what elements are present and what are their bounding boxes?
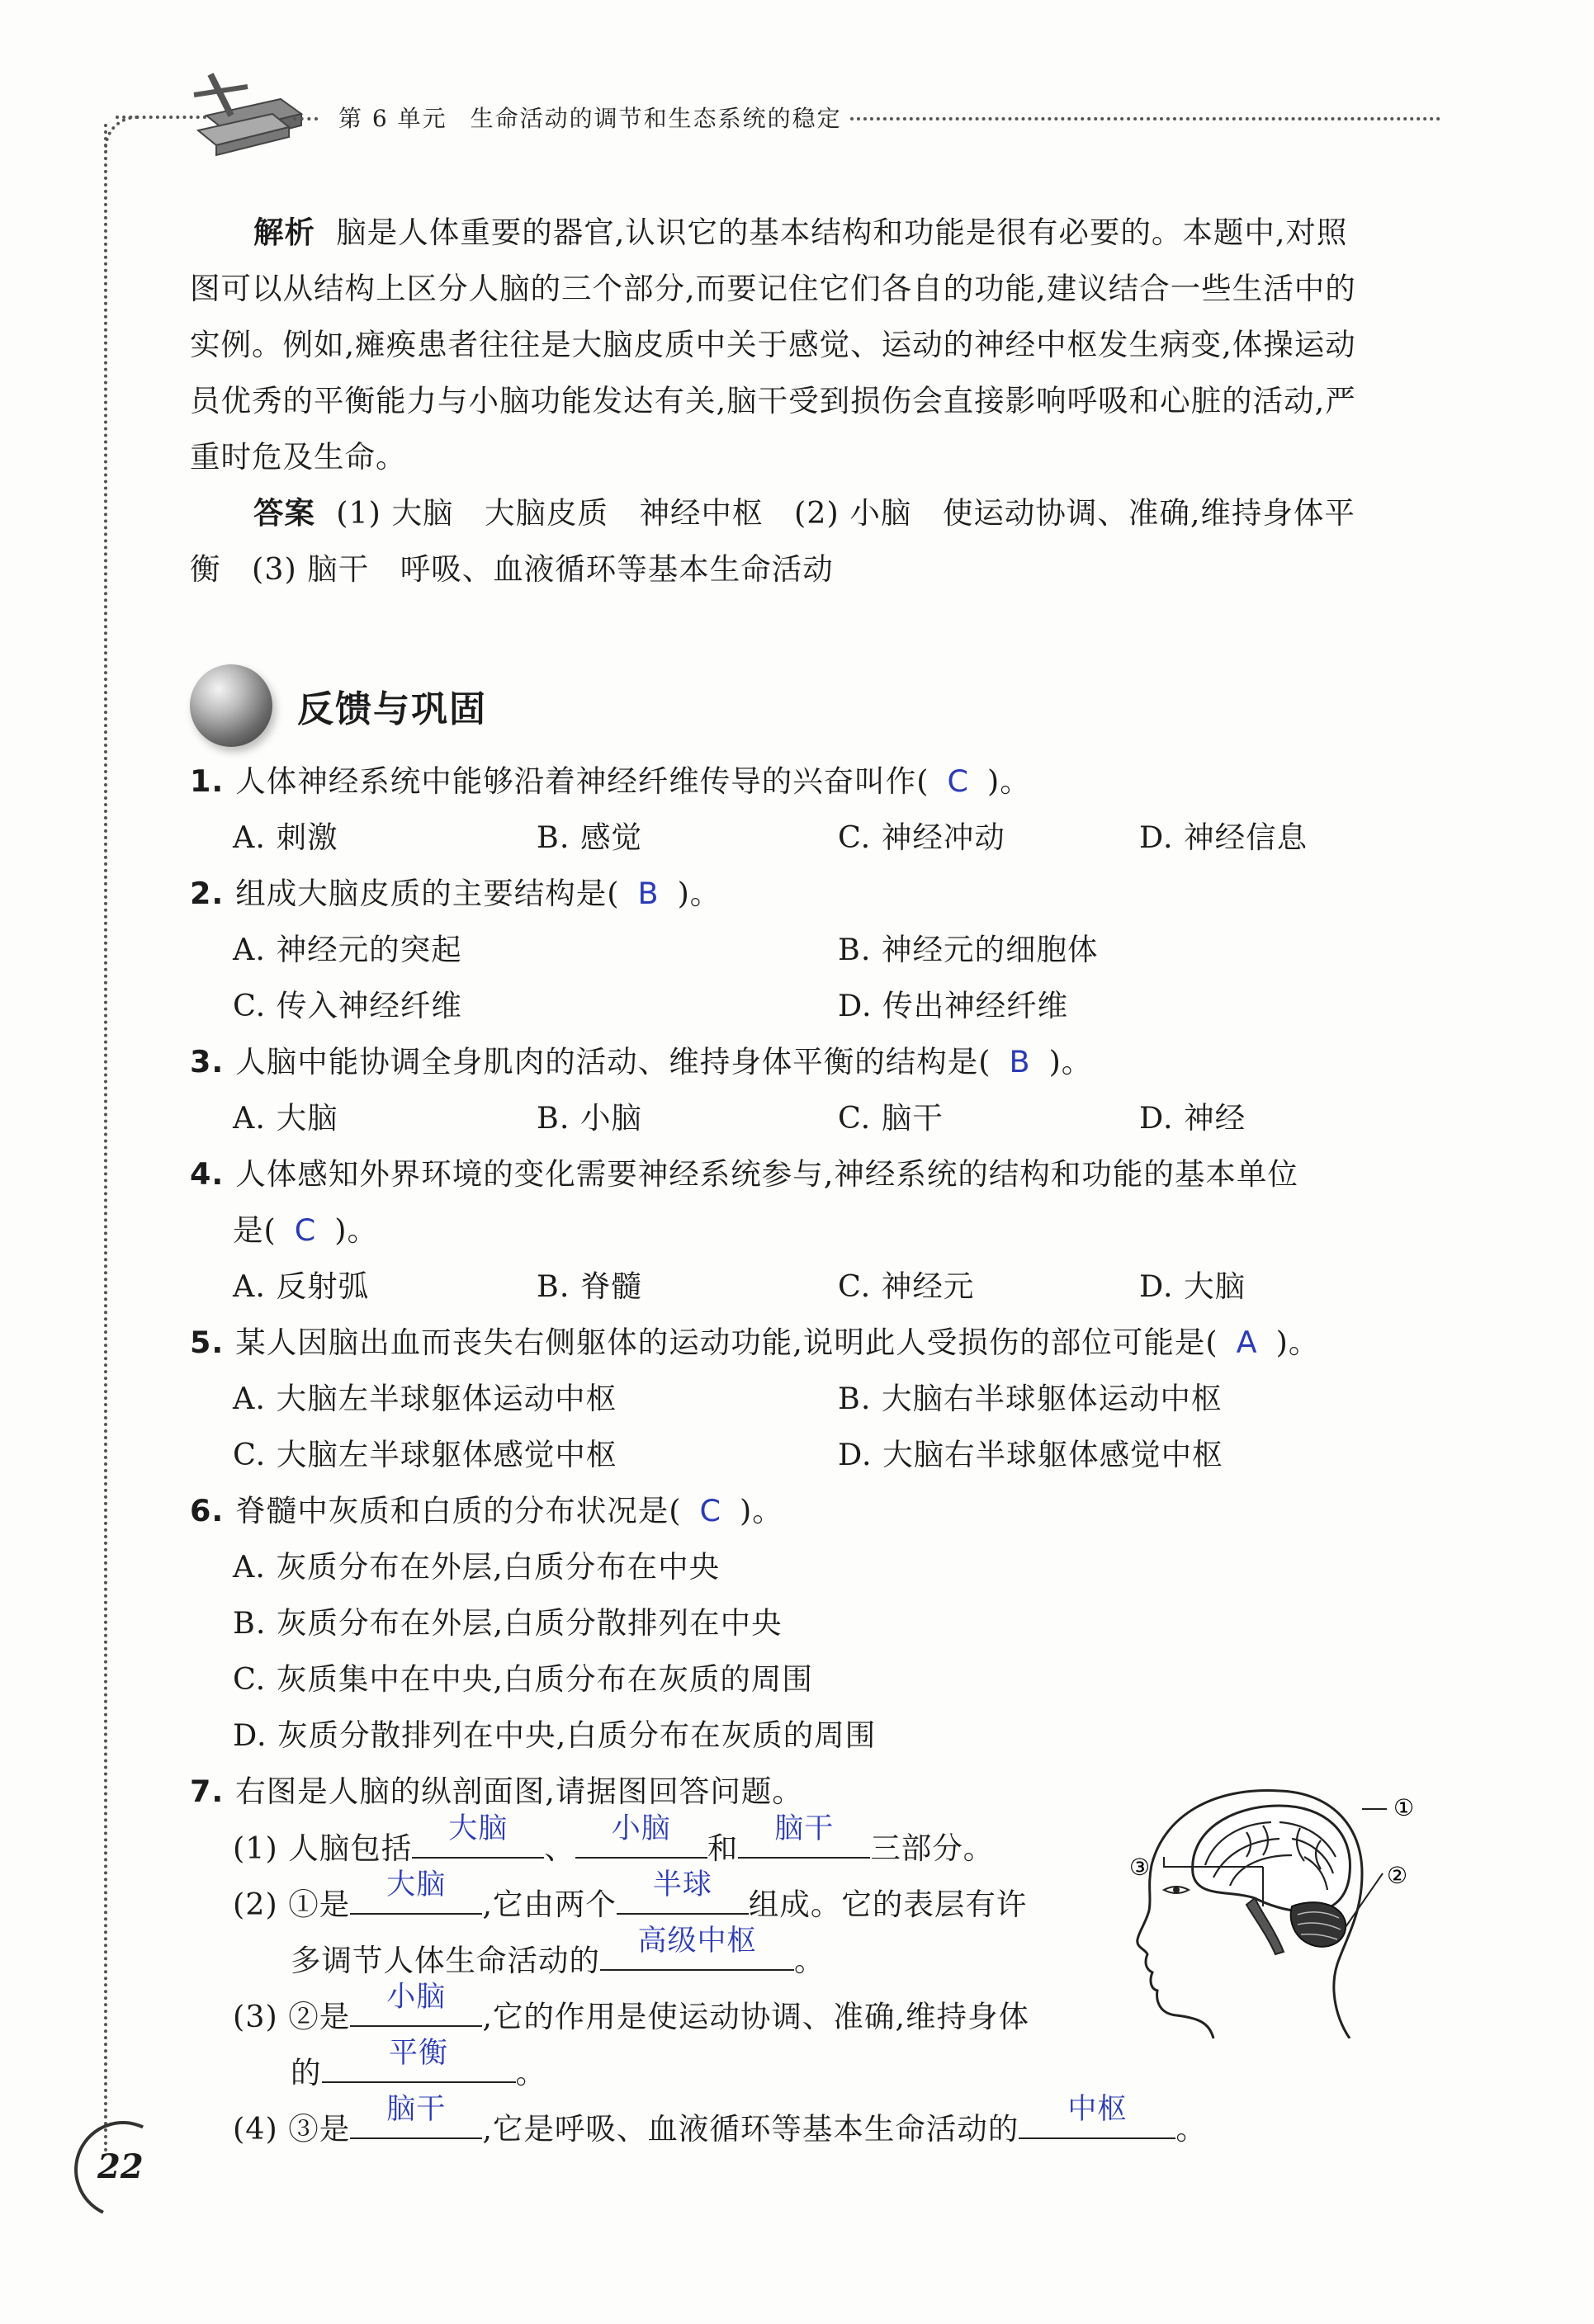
option: D. 大脑右半球躯体感觉中枢 bbox=[838, 1437, 1223, 1472]
question-7-part-1: (1) 人脑包括 大脑 、 小脑 和 脑干 三部分。 bbox=[233, 1812, 995, 1866]
answer-line-1: 答案 (1) 大脑 大脑皮质 神经中枢 (2) 小脑 使运动协调、准确,维持身体平 bbox=[253, 495, 1355, 531]
answer-blank: 脑干 bbox=[738, 1824, 870, 1859]
answer-label: 答案 bbox=[253, 495, 315, 531]
sphere-icon bbox=[190, 664, 272, 747]
handwritten-answer: C bbox=[699, 1493, 722, 1528]
answer-blank: 大脑 bbox=[350, 1880, 482, 1915]
analysis-line-2: 图可以从结构上区分人脑的三个部分,而要记住它们各自的功能,建议结合一些生活中的 bbox=[190, 271, 1356, 306]
answer-blank: 脑干 bbox=[350, 2104, 482, 2139]
option: B. 灰质分布在外层,白质分散排列在中央 bbox=[233, 1605, 783, 1641]
handwritten-answer: B bbox=[637, 876, 660, 911]
unit-number: 第 6 单元 bbox=[338, 105, 447, 132]
option: A. 大脑 bbox=[233, 1100, 338, 1136]
section-heading bbox=[190, 664, 504, 747]
diagram-label-1: ① bbox=[1393, 1794, 1415, 1821]
option: C. 灰质集中在中央,白质分布在灰质的周围 bbox=[233, 1661, 813, 1697]
answer-blank: 大脑 bbox=[412, 1824, 544, 1859]
running-header bbox=[338, 101, 865, 134]
handwritten-answer: C bbox=[947, 763, 970, 799]
handwritten-answer: A bbox=[1236, 1325, 1258, 1360]
option: B. 小脑 bbox=[537, 1100, 643, 1136]
question-1: 1. 人体神经系统中能够沿着神经纤维传导的兴奋叫作( C )。 bbox=[190, 763, 1031, 799]
question-3: 3. 人脑中能协调全身肌肉的活动、维持身体平衡的结构是( B )。 bbox=[190, 1044, 1093, 1079]
question-7-part-4: (4) ③是 脑干 ,它是呼吸、血液循环等基本生命活动的 中枢 。 bbox=[233, 2093, 1207, 2147]
page-number: 22 bbox=[97, 2147, 144, 2186]
option: A. 灰质分布在外层,白质分布在中央 bbox=[233, 1549, 721, 1585]
option: A. 神经元的突起 bbox=[233, 932, 462, 967]
question-4-cont: 是( C )。 bbox=[233, 1212, 378, 1248]
option: B. 脊髓 bbox=[537, 1268, 643, 1304]
header-dots-mid bbox=[293, 117, 318, 120]
answer-blank: 半球 bbox=[617, 1880, 749, 1915]
brain-section-diagram bbox=[1114, 1774, 1428, 2038]
section-title: 反馈与巩固 bbox=[297, 688, 487, 730]
analysis-line-5: 重时危及生命。 bbox=[190, 439, 407, 475]
question-7-part-3: (3) ②是 小脑 ,它的作用是使运动协调、准确,维持身体 bbox=[233, 1981, 1030, 2034]
option: A. 反射弧 bbox=[233, 1268, 370, 1304]
unit-title: 生命活动的调节和生态系统的稳定 bbox=[470, 105, 842, 132]
question-2: 2. 组成大脑皮质的主要结构是( B )。 bbox=[190, 876, 721, 911]
answer-blank: 高级中枢 bbox=[600, 1936, 794, 1971]
option: C. 神经冲动 bbox=[838, 820, 1005, 855]
header-dots-right bbox=[850, 117, 1440, 120]
page-frame-left-line bbox=[104, 124, 107, 2154]
question-7: 7. 右图是人脑的纵剖面图,请据图回答问题。 bbox=[190, 1774, 803, 1809]
analysis-line-4: 员优秀的平衡能力与小脑功能发达有关,脑干受到损伤会直接影响呼吸和心脏的活动,严 bbox=[190, 383, 1356, 418]
answer-blank: 中枢 bbox=[1019, 2104, 1175, 2139]
question-7-part-2-cont: 多调节人体生命活动的 高级中枢 。 bbox=[291, 1925, 825, 1978]
analysis-line-3: 实例。例如,瘫痪患者往往是大脑皮质中关于感觉、运动的神经中枢发生病变,体操运动 bbox=[190, 327, 1356, 362]
question-6: 6. 脊髓中灰质和白质的分布状况是( C )。 bbox=[190, 1493, 783, 1528]
option: D. 神经信息 bbox=[1139, 820, 1308, 855]
diagram-label-3: ③ bbox=[1129, 1854, 1151, 1881]
option: C. 脑干 bbox=[838, 1100, 944, 1136]
option: D. 大脑 bbox=[1139, 1268, 1246, 1304]
option: C. 神经元 bbox=[838, 1268, 975, 1304]
book-stack-logo-icon bbox=[182, 66, 305, 157]
handwritten-answer: C bbox=[294, 1212, 317, 1248]
answer-blank: 平衡 bbox=[322, 2048, 516, 2083]
header-frame-corner bbox=[104, 116, 140, 152]
question-5: 5. 某人因脑出血而丧失右侧躯体的运动功能,说明此人受损伤的部位可能是( A )。 bbox=[190, 1325, 1320, 1360]
option: A. 大脑左半球躯体运动中枢 bbox=[233, 1381, 617, 1416]
option: B. 感觉 bbox=[537, 820, 643, 855]
option: D. 灰质分散排列在中央,白质分布在灰质的周围 bbox=[233, 1717, 877, 1753]
question-7-part-2: (2) ①是 大脑 ,它由两个 半球 组成。它的表层有许 bbox=[233, 1868, 1028, 1922]
answer-blank: 小脑 bbox=[575, 1824, 707, 1859]
analysis-label: 解析 bbox=[253, 215, 315, 250]
option: B. 大脑右半球躯体运动中枢 bbox=[838, 1381, 1223, 1416]
option: C. 传入神经纤维 bbox=[233, 988, 462, 1023]
question-4: 4. 人体感知外界环境的变化需要神经系统参与,神经系统的结构和功能的基本单位 bbox=[190, 1156, 1298, 1192]
page-number-badge bbox=[74, 2121, 165, 2212]
option: B. 神经元的细胞体 bbox=[838, 932, 1099, 967]
option: A. 刺激 bbox=[233, 820, 338, 855]
answer-line-2: 衡 (3) 脑干 呼吸、血液循环等基本生命活动 bbox=[190, 551, 834, 587]
handwritten-answer: B bbox=[1009, 1044, 1031, 1079]
diagram-label-2: ② bbox=[1387, 1862, 1408, 1889]
option: C. 大脑左半球躯体感觉中枢 bbox=[233, 1437, 617, 1472]
question-7-part-3-cont: 的 平衡 。 bbox=[291, 2037, 546, 2090]
option: D. 神经 bbox=[1139, 1100, 1246, 1136]
option: D. 传出神经纤维 bbox=[838, 988, 1069, 1023]
analysis-line-1: 解析 脑是人体重要的器官,认识它的基本结构和功能是很有必要的。本题中,对照 bbox=[253, 215, 1348, 250]
answer-blank: 小脑 bbox=[350, 1992, 482, 2027]
